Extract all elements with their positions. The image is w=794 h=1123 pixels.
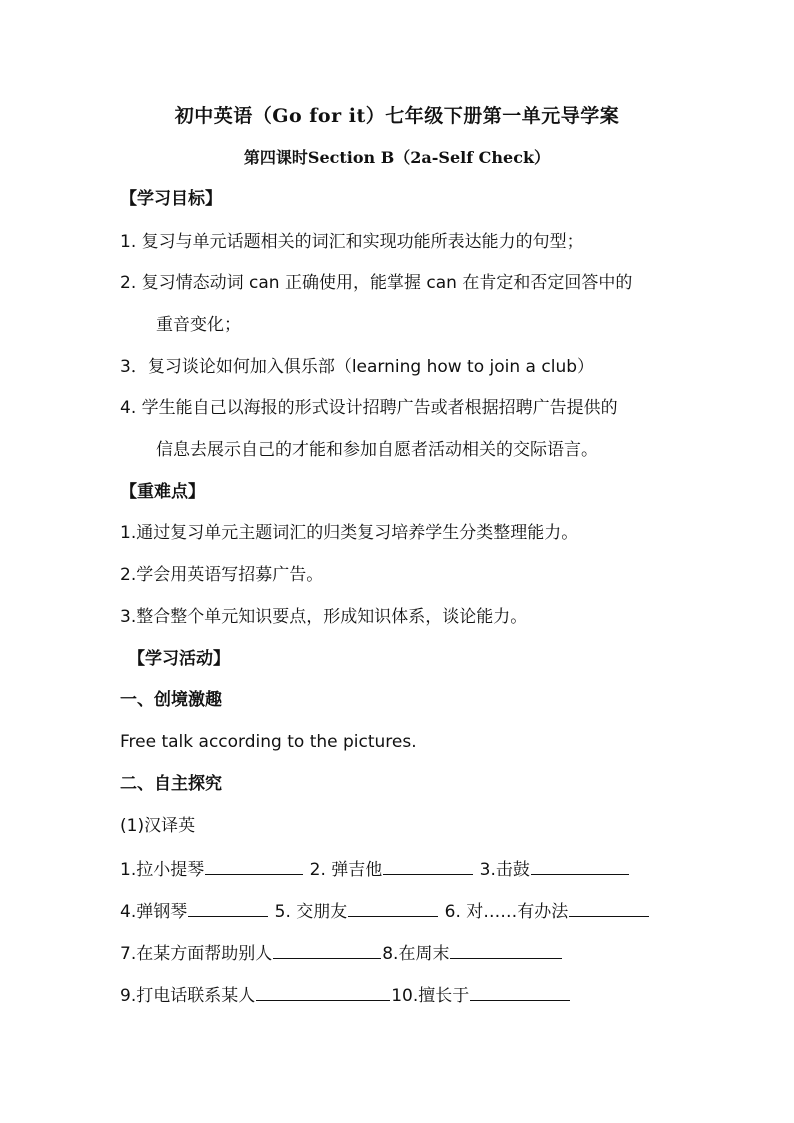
objective-item-continued: 重音变化； (156, 315, 241, 335)
objective-item: 4. 学生能自己以海报的形式设计招聘广告或者根据招聘广告提供的 (120, 398, 618, 418)
exercise-row (120, 898, 650, 923)
objectives-heading: 【学习目标】 (120, 189, 222, 209)
exercise-prompt: 3.击鼓 (479, 860, 530, 880)
answer-blank[interactable] (450, 940, 562, 959)
section-title: 二、自主探究 (120, 774, 222, 794)
key-points-heading: 【重难点】 (120, 482, 205, 502)
exercise-prompt: 7.在某方面帮助别人 (120, 944, 273, 964)
objective-item: 3．复习谈论如何加入俱乐部（learning how to join a club） (120, 357, 595, 377)
answer-blank[interactable] (470, 982, 570, 1001)
section-text: Free talk according to the pictures. (120, 732, 417, 752)
objective-item-continued: 信息去展示自己的才能和参加自愿者活动相关的交际语言。 (156, 440, 598, 460)
objective-item: 2. 复习情态动词 can 正确使用，能掌握 can 在肯定和否定回答中的 (120, 273, 633, 293)
answer-blank[interactable] (569, 898, 649, 917)
exercise-prompt: 10.擅长于 (391, 986, 470, 1006)
objective-item: 1. 复习与单元话题相关的词汇和实现功能所表达能力的句型； (120, 232, 584, 252)
answer-blank[interactable] (256, 982, 390, 1001)
exercise-prompt: 4.弹钢琴 (120, 902, 188, 922)
answer-blank[interactable] (531, 856, 629, 875)
key-point-item: 1.通过复习单元主题词汇的归类复习培养学生分类整理能力。 (120, 523, 579, 543)
exercise-prompt: 5. 交朋友 (274, 902, 348, 922)
answer-blank[interactable] (383, 856, 473, 875)
exercise-row (120, 982, 571, 1007)
answer-blank[interactable] (348, 898, 438, 917)
exercise-prompt: 9.打电话联系某人 (120, 986, 256, 1006)
exercise-prompt: 2. 弹吉他 (309, 860, 383, 880)
activities-heading: 【学习活动】 (128, 649, 230, 669)
key-point-item: 3.整合整个单元知识要点，形成知识体系，谈论能力。 (120, 607, 528, 627)
section-title: 一、创境激趣 (120, 690, 222, 710)
answer-blank[interactable] (273, 940, 381, 959)
exercise-prompt: 6. 对……有办法 (444, 902, 569, 922)
exercise-prompt: 8.在周末 (382, 944, 450, 964)
exercise-row (120, 940, 563, 965)
answer-blank[interactable] (188, 898, 268, 917)
document-title: 初中英语（Go for it）七年级下册第一单元导学案 (174, 105, 620, 127)
document-subtitle: 第四课时Section B（2a-Self Check） (243, 148, 551, 167)
exercise-prompt: 1.拉小提琴 (120, 860, 205, 880)
exercise-row (120, 856, 630, 881)
answer-blank[interactable] (205, 856, 303, 875)
exercise-subtitle: (1)汉译英 (120, 816, 196, 836)
key-point-item: 2.学会用英语写招募广告。 (120, 565, 324, 585)
